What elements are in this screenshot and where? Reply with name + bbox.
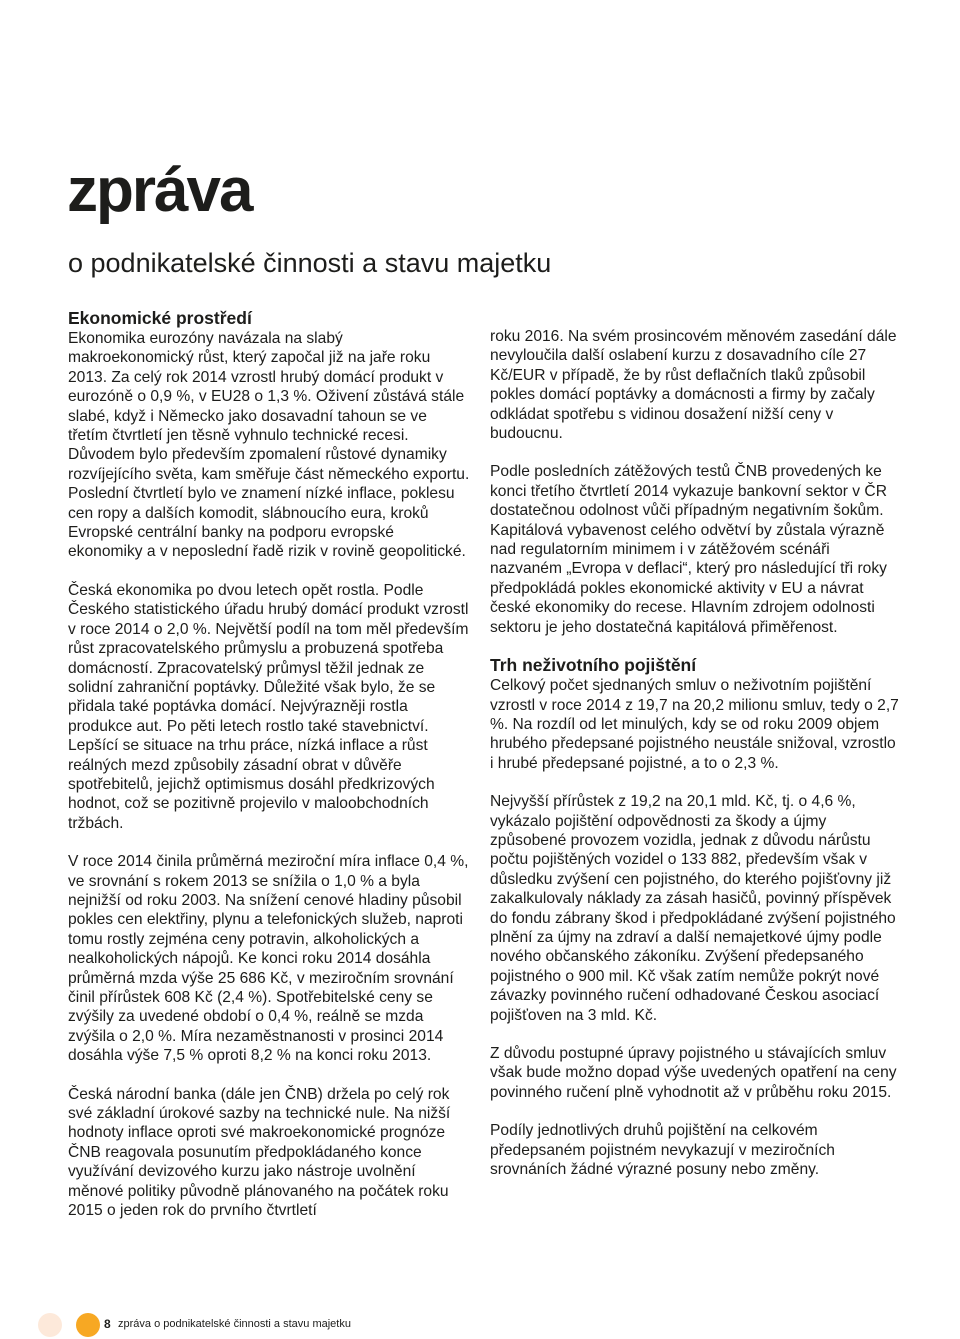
- footer-light-dot-icon: [38, 1313, 62, 1337]
- section-heading-economic-environment: Ekonomické prostředí: [68, 308, 252, 328]
- paragraph: Celkový počet sjednaných smluv o neživotním pojištění vzrostl v roce 2014 z 19,7 na 20,2 milionu smluv, tedy o 2,7 %. Na rozdíl od let minulých, kdy se od roku 2009 objem hrubého předepsané pojistného neustále snižoval, vzrostlo i hrubé předepsané pojistné, a to o 2,3 %.: [490, 677, 899, 772]
- footer-orange-dot-icon: [76, 1313, 100, 1337]
- page-title: zpráva: [67, 156, 252, 225]
- paragraph: Česká národní banka (dále jen ČNB) držela po celý rok své základní úrokové sazby na technické nule. Na nižší hodnoty inflace oproti své makroekonomické prognóze ČNB reagovala posunutím předpokládaného konce využívání devizového kurzu jako nástroje uvolnění měnové politiky původně plánovaného na počátek roku 2015 o jeden rok do prvního čtvrtletí: [68, 1085, 451, 1220]
- paragraph: Ekonomika eurozóny navázala na slabý makroekonomický růst, který započal již na jaře roku 2013. Za celý rok 2014 vzrostl hrubý domácí produkt v eurozóně o 0,9 %, v EU28 o 1,3 %. Oživení zůstává stále slabé, když i Německo jako dosavadní tahoun se ve třetím čtvrtletí jen těsně vyhnulo technické recesi. Důvodem bylo především zpomalení růstové dynamiky rozvíjejícího světa, kam směřuje část německého exportu. Poslední čtvrtletí bylo ve znamení nízké inflace, poklesu cen ropy a dalších komodit, slábnoucího eura, kroků Evropské centrální banky na podporu evropské ekonomiky a v neposlední řadě rizik v rovině geopolitické.: [68, 330, 470, 561]
- section-heading-non-life-insurance: Trh neživotního pojištění: [490, 655, 697, 676]
- left-column: [68, 307, 470, 1220]
- page-number: 8: [104, 1317, 111, 1331]
- page-subtitle: o podnikatelské činnosti a stavu majetku: [68, 248, 552, 278]
- footer-running-title: zpráva o podnikatelské činnosti a stavu majetku: [118, 1318, 351, 1330]
- paragraph: Podle posledních zátěžových testů ČNB provedených ke konci třetího čtvrtletí 2014 vykazuje bankovní sektor v ČR dostatečnou odolnost vůči případným negativním šokům. Kapitálová vybavenost celého odvětví by zůstala výrazně nad regulatorním minimem i v zátěžovém scénáři nazvaném „Evropa v deflaci“, který pro následující tři roky předpokládá pokles ekonomické aktivity v EU a návrat české ekonomiky do recese. Hlavním zdrojem odolnosti sektoru je jeho dostatečná kapitálová přiměřenost.: [490, 463, 887, 636]
- paragraph: Z důvodu postupné úpravy pojistného u stávajících smluv však bude možno dopad výše uvedených opatření na ceny povinného ručení plně vyhodnotit až v průběhu roku 2015.: [490, 1045, 897, 1101]
- paragraph: roku 2016. Na svém prosincovém měnovém zasedání dále nevyloučila další oslabení kurzu z dosavadního cíle 27 Kč/EUR v případě, že by růst deflačních tlaků způsobil pokles domácí poptávky a domácnosti a firmy by začaly odkládat spotřebu s vidinou dosažení nižší ceny v budoucnu.: [490, 328, 897, 443]
- page-footer: [38, 1313, 538, 1337]
- right-column: [490, 327, 900, 1179]
- paragraph: Podíly jednotlivých druhů pojištění na celkovém předepsaném pojistném nevykazují v meziročních srovnáních žádné výrazné posuny nebo změny.: [490, 1122, 835, 1179]
- paragraph: V roce 2014 činila průměrná meziroční míra inflace 0,4 %, ve srovnání s rokem 2013 se snížila o 1,0 % a byla nejnižší od roku 2003. Na snížení cenové hladiny působil pokles cen elektřiny, plynu a telefonických služeb, naproti tomu rostly zejména ceny potravin, alkoholických a nealkoholických nápojů. Ke konci roku 2014 dosáhla průměrná mzda výše 25 686 Kč, v meziročním srovnání činil přírůstek 608 Kč (2,4 %). Spotřebitelské ceny se zvýšily za uvedené období o 0,4 %, reálně se mzda zvýšila o 2,0 %. Míra nezaměstnanosti v prosinci 2014 dosáhla výše 7,5 % oproti 8,2 % na konci roku 2013.: [68, 853, 469, 1065]
- paragraph: Česká ekonomika po dvou letech opět rostla. Podle Českého statistického úřadu hrubý domácí produkt vzrostl v roce 2014 o 2,0 %. Největší podíl na tom měl především růst zpracovatelského průmyslu a probuzená spotřeba domácností. Zpracovatelský průmysl těžil jednak ze solidní zahraniční poptávky. Důležité však bylo, že se přidala také poptávka domácí. Nejvýrazněji rostla produkce aut. Po pěti letech rostlo také stavebnictví. Lepšící se situace na trhu práce, nízká inflace a růst reálných mezd způsobily zásadní obrat v důvěře spotřebitelů, jejichž optimismus dosáhl předkrizových hodnot, což se pozitivně projevilo v maloobchodních tržbách.: [68, 581, 469, 832]
- paragraph: Nejvyšší přírůstek z 19,2 na 20,1 mld. Kč, tj. o 4,6 %, vykázalo pojištění odpovědnosti za škody a újmy způsobené provozem vozidla, jednak z důvodu nárůstu počtu pojištěných vozidel o 133 882, především však v důsledku zvýšení cen pojistného, do kterého pojišťovny již zakalkulovaly náklady za zásah hasičů, povinný příspěvek do fondu zábrany škod i předpokládané zvýšení pojistného plnění za újmy na zdraví a další nemajetkové újmy podle nového občanského zákoníku. Zvýšení předepsaného pojistného o 900 mil. Kč však zatím nemůže pokrýt nové závazky povinného ručení odhadované Českou asociací pojišťoven na 3 mld. Kč.: [490, 793, 896, 1024]
